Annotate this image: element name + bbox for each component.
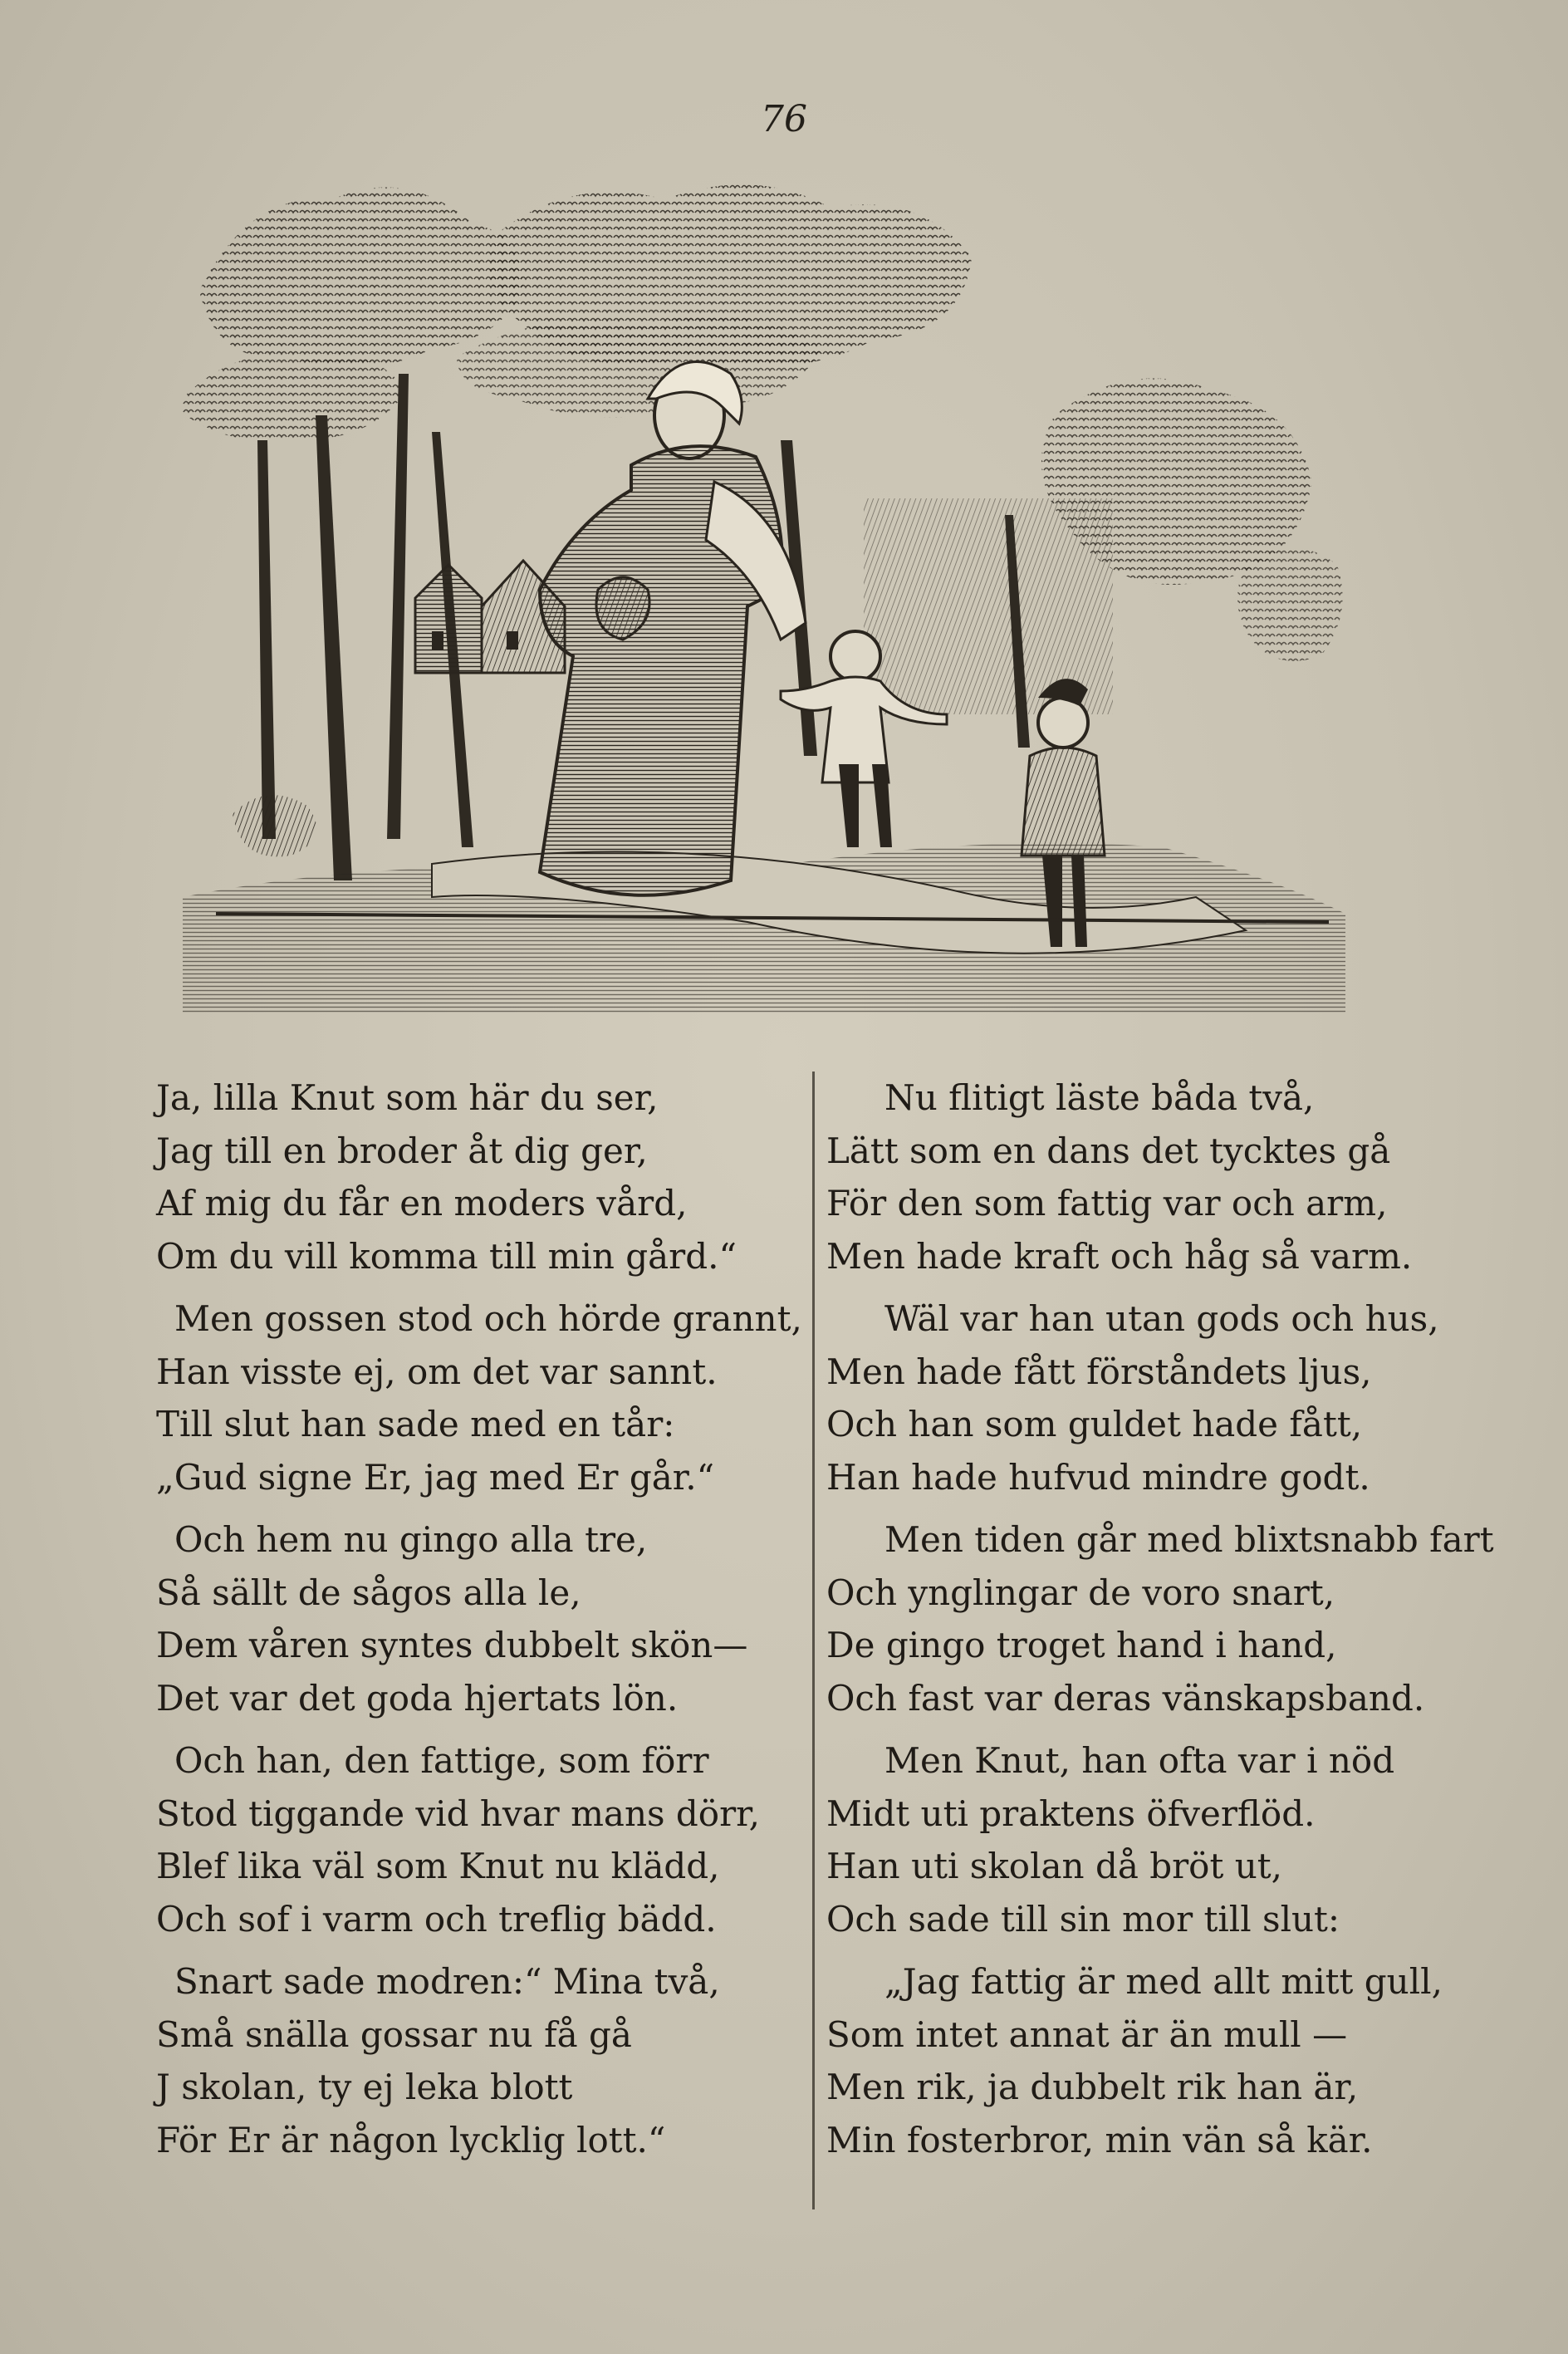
tree-canopy-left [183, 187, 523, 441]
stanza [826, 1734, 1491, 1945]
verse-line: De gingo troget hand i hand, [826, 1625, 1337, 1665]
verse-line: Blef lika väl som Knut nu klädd, [156, 1846, 720, 1886]
verse-line: Min fosterbror, min vän så kär. [826, 2119, 1373, 2160]
verse-line: Och fast var deras vänskapsband. [826, 1677, 1425, 1719]
verse-line: Nu flitigt läste båda två, [884, 1077, 1315, 1118]
woodcut-illustration [183, 166, 1345, 1013]
stanza [826, 1955, 1491, 2166]
verse-line: Och sade till sin mor till slut: [826, 1898, 1340, 1940]
stanza [116, 1292, 822, 1503]
stanza [116, 1734, 822, 1945]
verse-line: Wäl var han utan gods och hus, [884, 1298, 1439, 1339]
verse-line: Men hade fått förståndets ljus, [826, 1351, 1372, 1392]
verse-line: „Gud signe Er, jag med Er går.“ [156, 1456, 715, 1498]
verse-line: Han visste ej, om det var sannt. [156, 1351, 718, 1392]
stanza [826, 1513, 1494, 1724]
verse-line: Det var det goda hjertats lön. [156, 1677, 679, 1719]
verse-line: Midt uti praktens öfverflöd. [826, 1792, 1316, 1834]
verse-line: För Er är någon lycklig lott.“ [156, 2119, 666, 2160]
stanza [826, 1072, 1491, 1282]
verse-line: Men tiden går med blixtsnabb fart [884, 1519, 1494, 1560]
verse-line: Om du vill komma till min gård.“ [156, 1235, 737, 1277]
verse-line: Stod tiggande vid hvar mans dörr, [156, 1792, 760, 1834]
verse-line: Till slut han sade med en tår: [156, 1404, 675, 1444]
verse-line: För den som fattig var och arm, [826, 1183, 1388, 1224]
verse-line: Men hade kraft och håg så varm. [826, 1235, 1413, 1277]
verse-line: Så sällt de sågos alla le, [156, 1572, 581, 1613]
stanza [116, 1072, 822, 1282]
verse-line: Och han som guldet hade fått, [826, 1404, 1363, 1444]
verse-line: Jag till en broder åt dig ger, [156, 1130, 648, 1171]
verse-line: Men gossen stod och hörde grannt, [174, 1298, 802, 1339]
verse-line: Och hem nu gingo alla tre, [174, 1519, 648, 1560]
stanza [116, 1955, 822, 2166]
verse-line: Af mig du får en moders vård, [156, 1183, 688, 1224]
verse-line: Som intet annat är än mull — [826, 2013, 1348, 2055]
rocks [233, 795, 316, 856]
column-divider [812, 1072, 815, 2209]
verse-line: Men Knut, han ofta var i nöd [884, 1740, 1395, 1781]
verse-line: Och sof i varm och treflig bädd. [156, 1898, 717, 1940]
verse-line: Lätt som en dans det tycktes gå [826, 1130, 1391, 1171]
page-number: 76 [761, 98, 807, 140]
verse-line: Små snälla gossar nu få gå [156, 2013, 632, 2055]
verse-line: Han uti skolan då bröt ut, [826, 1846, 1282, 1886]
left-column [116, 1072, 822, 2176]
stanza [116, 1513, 822, 1724]
verse-line: Och han, den fattige, som förr [174, 1740, 709, 1781]
verse-line: J skolan, ty ej leka blott [156, 2067, 573, 2107]
woman-figure [540, 361, 806, 895]
verse-line: Han hade hufvud mindre godt. [826, 1456, 1370, 1498]
verse-line: Snart sade modren:“ Mina två, [174, 1961, 720, 2002]
verse-line: Men rik, ja dubbelt rik han är, [826, 2067, 1359, 2107]
verse-line: Och ynglingar de voro snart, [826, 1572, 1335, 1613]
verse-line: „Jag fattig är med allt mitt gull, [884, 1961, 1443, 2002]
stanza [826, 1292, 1491, 1503]
verse-line: Ja, lilla Knut som här du ser, [156, 1077, 659, 1118]
verse-line: Dem våren syntes dubbelt skön— [156, 1625, 748, 1665]
right-column [826, 1072, 1494, 2176]
